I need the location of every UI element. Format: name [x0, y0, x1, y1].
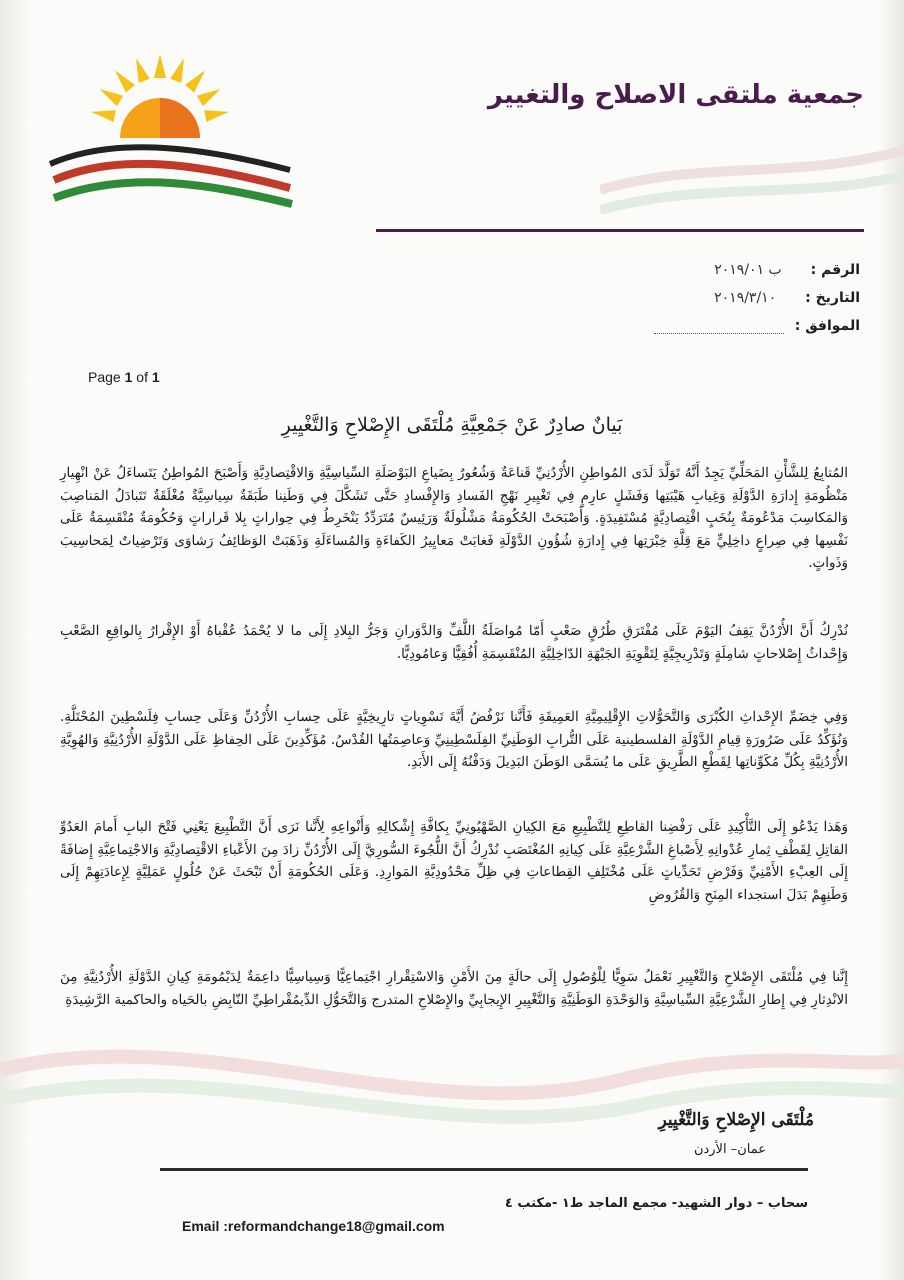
paragraph-2: نُدْرِكُ أَنَّ الأُرْدُنَّ يَقِفُ اليَوْمَ عَلَى مُفْتَرَقِ طُرُقٍ صَعْبٍ أَمّا مُواصَلَةُ اللَّفِّ وَالدَّوَرانِ وَجَرُّ البِلادِ إِلَى ما لا يُحْمَدُ عُقْباهُ أَوْ الإِقْرارُ بِالواقِعِ الصَّعْبِ وَإِحْداثُ إِصْلاحاتٍ شامِلَةٍ وَتَدْرِيجِيَّةٍ لِتَقْوِيَةِ الجَبْهَةِ الدّاخِلِيَّةِ المُنْقَسِمَةِ أُفُقِيًّا وَعامُودِيًّا. — [60, 623, 848, 662]
footer-address: سحاب – دوار الشهيد- مجمع الماجد ط١ -مكتب ٤ — [504, 1196, 808, 1211]
date-label: التاريخ : — [805, 290, 860, 306]
corresponding-label: الموافق : — [794, 318, 860, 334]
footer-divider — [160, 1168, 808, 1171]
ref-value: ب ٢٠١٩/٠١ — [714, 262, 782, 278]
document-title: بَيانٌ صادِرٌ عَنْ جَمْعِيَّةِ مُلْتَقَى الإِصْلاحِ وَالتَّغْيِيرِ — [281, 414, 623, 436]
watermark-waves-icon — [0, 1000, 904, 1180]
signature-city: عمان– الأردن — [693, 1142, 766, 1157]
corresponding-row — [654, 318, 860, 334]
sun-waves-logo-icon — [40, 52, 300, 212]
paragraph-5: إِنَّنا فِي مُلْتَقَى الإِصْلاحِ وَالتَّغْيِيرِ نَعْمَلُ سَوِيًّا لِلْوُصُولِ إِلَى حالَةٍ مِنَ الأَمْنِ وَالاسْتِقْرارِ اجْتِماعِيًّا وَسِياسِيًّا داعِمَةٌ لِدَيْمُومَةِ كِيانِ الدَّوْلَةِ الأُرْدُنِيَّةِ مِنَ الانْدِثارِ فِي إِطارِ الشَّرْعِيَّةِ السِّياسِيَّةِ وَالوَحْدَةِ الوَطَنِيَّةِ وَالتَّغْيِيرِ الإِيجابِيِّ والإِصْلاحِ المتدرج وَالتَّحَوُّلِ الدِّيمُقْراطِيِّ النّابِضِ بالحَياه والحاكمية الرَّشِيدَةِ — [60, 969, 848, 1008]
date-row — [714, 290, 860, 306]
date-value: ٢٠١٩/٣/١٠ — [714, 290, 777, 306]
paragraph-4: وَهَذا يَدْعُو إِلَى التَّأْكِيدِ عَلَى رَفْضِنا القاطِعِ لِلتَّطْبِيعِ مَعَ الكِيانِ الصَّهْيُونِيِّ بِكافَّةِ إِشْكالِهِ وَأَنْواعِهِ لِأَنَّنا نَرَى أَنَّ التَّطْبِيعَ يَعْنِي فَتْحَ البابِ أَمامَ العَدُوِّ القاتِلِ لِقَطْفِ ثِمارِ عُدْوانِهِ لِأَصْباغِ الشَّرْعِيَّةِ عَلَى كِيانِهِ المُغْتَصَبِ نُدْرِكُ أَنَّ اللُّجُوءَ السُّورِيَّ إِلَى الأُرْدُنِّ زادَ مِنَ الأَعْباءِ الاقْتِصادِيَّةِ وَالاجْتِماعِيَّةِ إِضافَةً إِلَى العِبْءِ الأَمْنِيِّ وَفَرْضِ تَحَدِّياتٍ عَلَى مُخْتَلِفِ القِطاعاتِ فِي ظِلِّ مَحْدُودِيَّةِ المَوارِدِ. وَعَلَى الحُكُومَةِ أَنْ تَبْحَثَ عَنْ حُلُولٍ عَمَلِيَّةٍ لِإِعادَتِهِمْ إِلَى وَطَنِهِمْ بَدَلَ استجداء المِنَحِ وَالقُرُوضِ — [60, 819, 848, 903]
ref-row — [714, 262, 860, 278]
paragraph-1: المُتابِعُ لِلشَّأْنِ المَحَلِّيِّ يَجِدُ أَنَّهُ تَوَلَّدَ لَدَى المُواطِنِ الأُرْدُنِيِّ قَناعَةٌ وَشُعُورٌ بِضَياعِ البَوْصَلَةِ السِّياسِيَّةِ وَالاقْتِصادِيَّةِ وَأَصْبَحَ المُواطِنُ يَتَساءَلُ عَنْ انْهِيارِ مَنْظُومَةِ إِدارَةِ الدَّوْلَةِ وَغِيابِ هَيْبَتِها وَفَشَلٍ عارِمٍ فِي تَغْيِيرِ نَهْجِ الفَسادِ وَالإِفْسادِ حَتَّى تَشَكَّلَ فِي وَطَنِنا طَبَقَةٌ سِياسِيَّةٌ مُغْلَقَةٌ تَتَبادَلُ المَناصِبَ وَالمَكاسِبَ مَدْعُومَةٌ بِنُخَبٍ اقْتِصادِيَّةٍ مُسْتَفِيدَةٍ. وَأَصْبَحَتْ الحُكُومَةُ مَشْلُولَةٌ وَرَئِيسٌ مُتَرَدِّدٌ يَنْخَرِطُ فِي حِواراتٍ بِلا قَراراتٍ وَحُكُومَةٌ مُنْقَسِمَةٌ عَلَى نَفْسِها فِي صِراعٍ داخِلِيٍّ مَعَ قِلَّةِ خِبْرَتِها فِي إِدارَةِ شُؤُونِ الدَّوْلَةِ فَغابَتْ مَعايِيرُ الكَفاءَةِ وَالمُساءَلَةِ وَذَهَبَتْ الوَظائِفُ رَشاوَى وَتَرْضِياتٌ لِمَحاسِيبَ وَذَواتٍ. — [60, 465, 848, 571]
paragraph-3: وَفِي خِضَمِّ الإِحْداثِ الكُبْرَى وَالتَّحَوُّلاتِ الإِقْلِيمِيَّةِ العَمِيقَةِ فَأَنَّنا نَرْفُضُ أَيَّةَ تَسْوِياتٍ تارِيخِيَّةٍ عَلَى حِسابِ الأُرْدُنِّ وَعَلَى حِسابِ فِلَسْطِينَ المُحْتَلَّةِ. وَنُؤَكِّدُ عَلَى ضَرُورَةِ قِيامِ الدَّوْلَةِ الفلسطينية عَلَى التُّرابِ الوَطَنِيِّ الفِلَسْطِينِيِّ وَعاصِمَتُها القُدْسُ. مُؤَكِّدِينَ عَلَى الحِفاظِ عَلَى الدَّوْلَةِ الأُرْدُنِيَّةِ وَالهُوِيَّةِ الأُرْدُنِيَّةِ بِكُلِّ مُكَوِّناتِها لِقَطْعِ الطَّرِيقِ عَلَى ما يُسَمَّى الوَطَنَ البَدِيلَ وَدَفْنُهُ إِلَى الأَبَدِ. — [60, 709, 848, 770]
org-title: جمعية ملتقى الاصلاح والتغيير — [487, 80, 864, 110]
ref-label: الرقم : — [810, 262, 860, 278]
signature-org: مُلْتَقَى الإِصْلاحِ وَالتَّغْيِيرِ — [658, 1110, 814, 1130]
header-divider — [376, 229, 864, 232]
footer-email[interactable]: Email :reformandchange18@gmail.com — [182, 1218, 445, 1234]
corresponding-blank — [654, 333, 784, 334]
header-waves-icon — [600, 120, 904, 240]
page-indicator: Page 1 of 1 — [88, 369, 160, 385]
